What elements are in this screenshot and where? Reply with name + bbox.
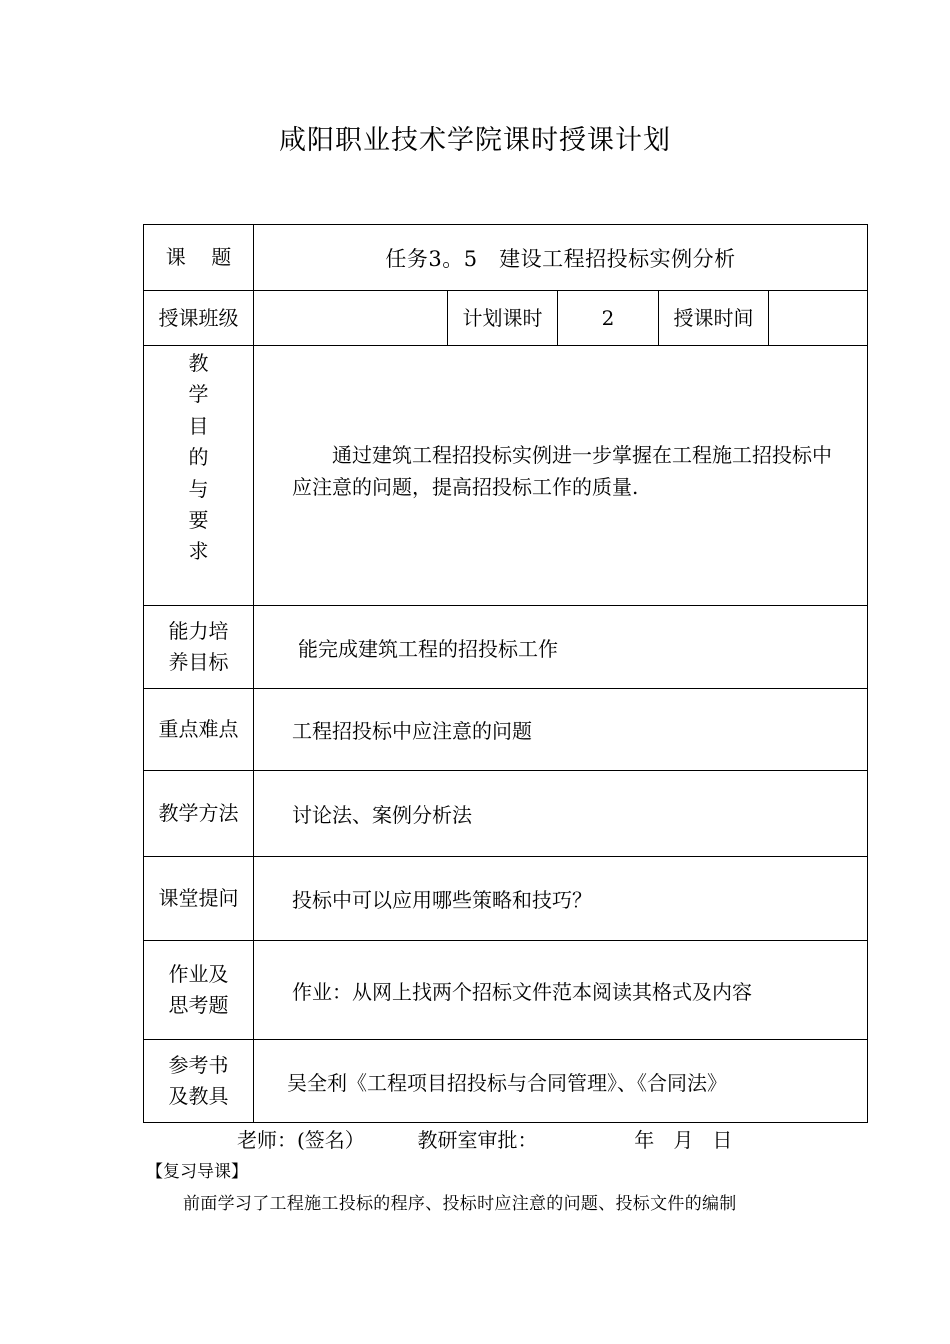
ability-label — [144, 606, 254, 689]
objective-row — [144, 346, 868, 606]
class-row — [144, 291, 868, 346]
objective-label-char: 目 — [188, 413, 209, 438]
references-text: 吴全利《工程项目招投标与合同管理》、《合同法》 — [254, 1040, 868, 1123]
objective-label-char: 与 — [188, 476, 209, 501]
ability-row — [144, 606, 868, 689]
question-row — [144, 857, 868, 941]
question-text: 投标中可以应用哪些策略和技巧？ — [254, 857, 868, 941]
objective-text: 通过建筑工程招投标实例进一步掌握在工程施工招投标中应注意的问题，提高招投标工作的质量. — [292, 442, 832, 499]
objective-label-char: 学 — [188, 382, 209, 407]
homework-label — [144, 941, 254, 1040]
ability-text: 能完成建筑工程的招投标工作 — [254, 606, 868, 689]
signature-line — [237, 1124, 732, 1153]
key-points-label: 重点难点 — [144, 689, 254, 771]
review-text: 前面学习了工程施工投标的程序、投标时应注意的问题、投标文件的编制 — [183, 1194, 737, 1214]
office-approval: 教研室审批： — [417, 1128, 538, 1152]
objective-label-char: 的 — [188, 445, 209, 470]
references-row — [144, 1040, 868, 1123]
teaching-time-value — [769, 291, 868, 346]
planned-hours-value: 2 — [558, 291, 659, 346]
references-label-line2: 及教具 — [168, 1084, 229, 1108]
ability-label-line2: 养目标 — [168, 650, 229, 674]
objective-cell — [254, 346, 868, 606]
references-label — [144, 1040, 254, 1123]
objective-label-char: 教 — [188, 351, 209, 375]
homework-row — [144, 941, 868, 1040]
subject-row — [144, 225, 868, 291]
teaching-time-label: 授课时间 — [659, 291, 769, 346]
method-label: 教学方法 — [144, 771, 254, 857]
homework-text: 作业：从网上找两个招标文件范本阅读其格式及内容 — [254, 941, 868, 1040]
class-label: 授课班级 — [144, 291, 254, 346]
date-label: 年 月 日 — [634, 1128, 733, 1152]
objective-label — [144, 346, 254, 606]
planned-hours-label: 计划课时 — [448, 291, 558, 346]
lesson-plan-table — [143, 224, 868, 1123]
homework-label-line1: 作业及 — [168, 962, 229, 986]
question-label: 课堂提问 — [144, 857, 254, 941]
key-points-row — [144, 689, 868, 771]
method-row — [144, 771, 868, 857]
homework-label-line2: 思考题 — [168, 993, 229, 1017]
references-label-line1: 参考书 — [168, 1053, 229, 1077]
ability-label-line1: 能力培 — [168, 619, 229, 643]
review-heading: 【复习导课】 — [146, 1162, 248, 1182]
subject-value: 任务3。5 建设工程招投标实例分析 — [254, 225, 868, 291]
subject-label: 课 题 — [144, 225, 254, 291]
objective-label-char: 要 — [188, 508, 209, 533]
document-title: 咸阳职业技术学院课时授课计划 — [279, 125, 671, 156]
key-points-text: 工程招投标中应注意的问题 — [254, 689, 868, 771]
objective-label-char: 求 — [188, 539, 209, 564]
method-text: 讨论法、案例分析法 — [254, 771, 868, 857]
class-value — [254, 291, 448, 346]
teacher-signature: 老师：(签名） — [237, 1128, 365, 1152]
